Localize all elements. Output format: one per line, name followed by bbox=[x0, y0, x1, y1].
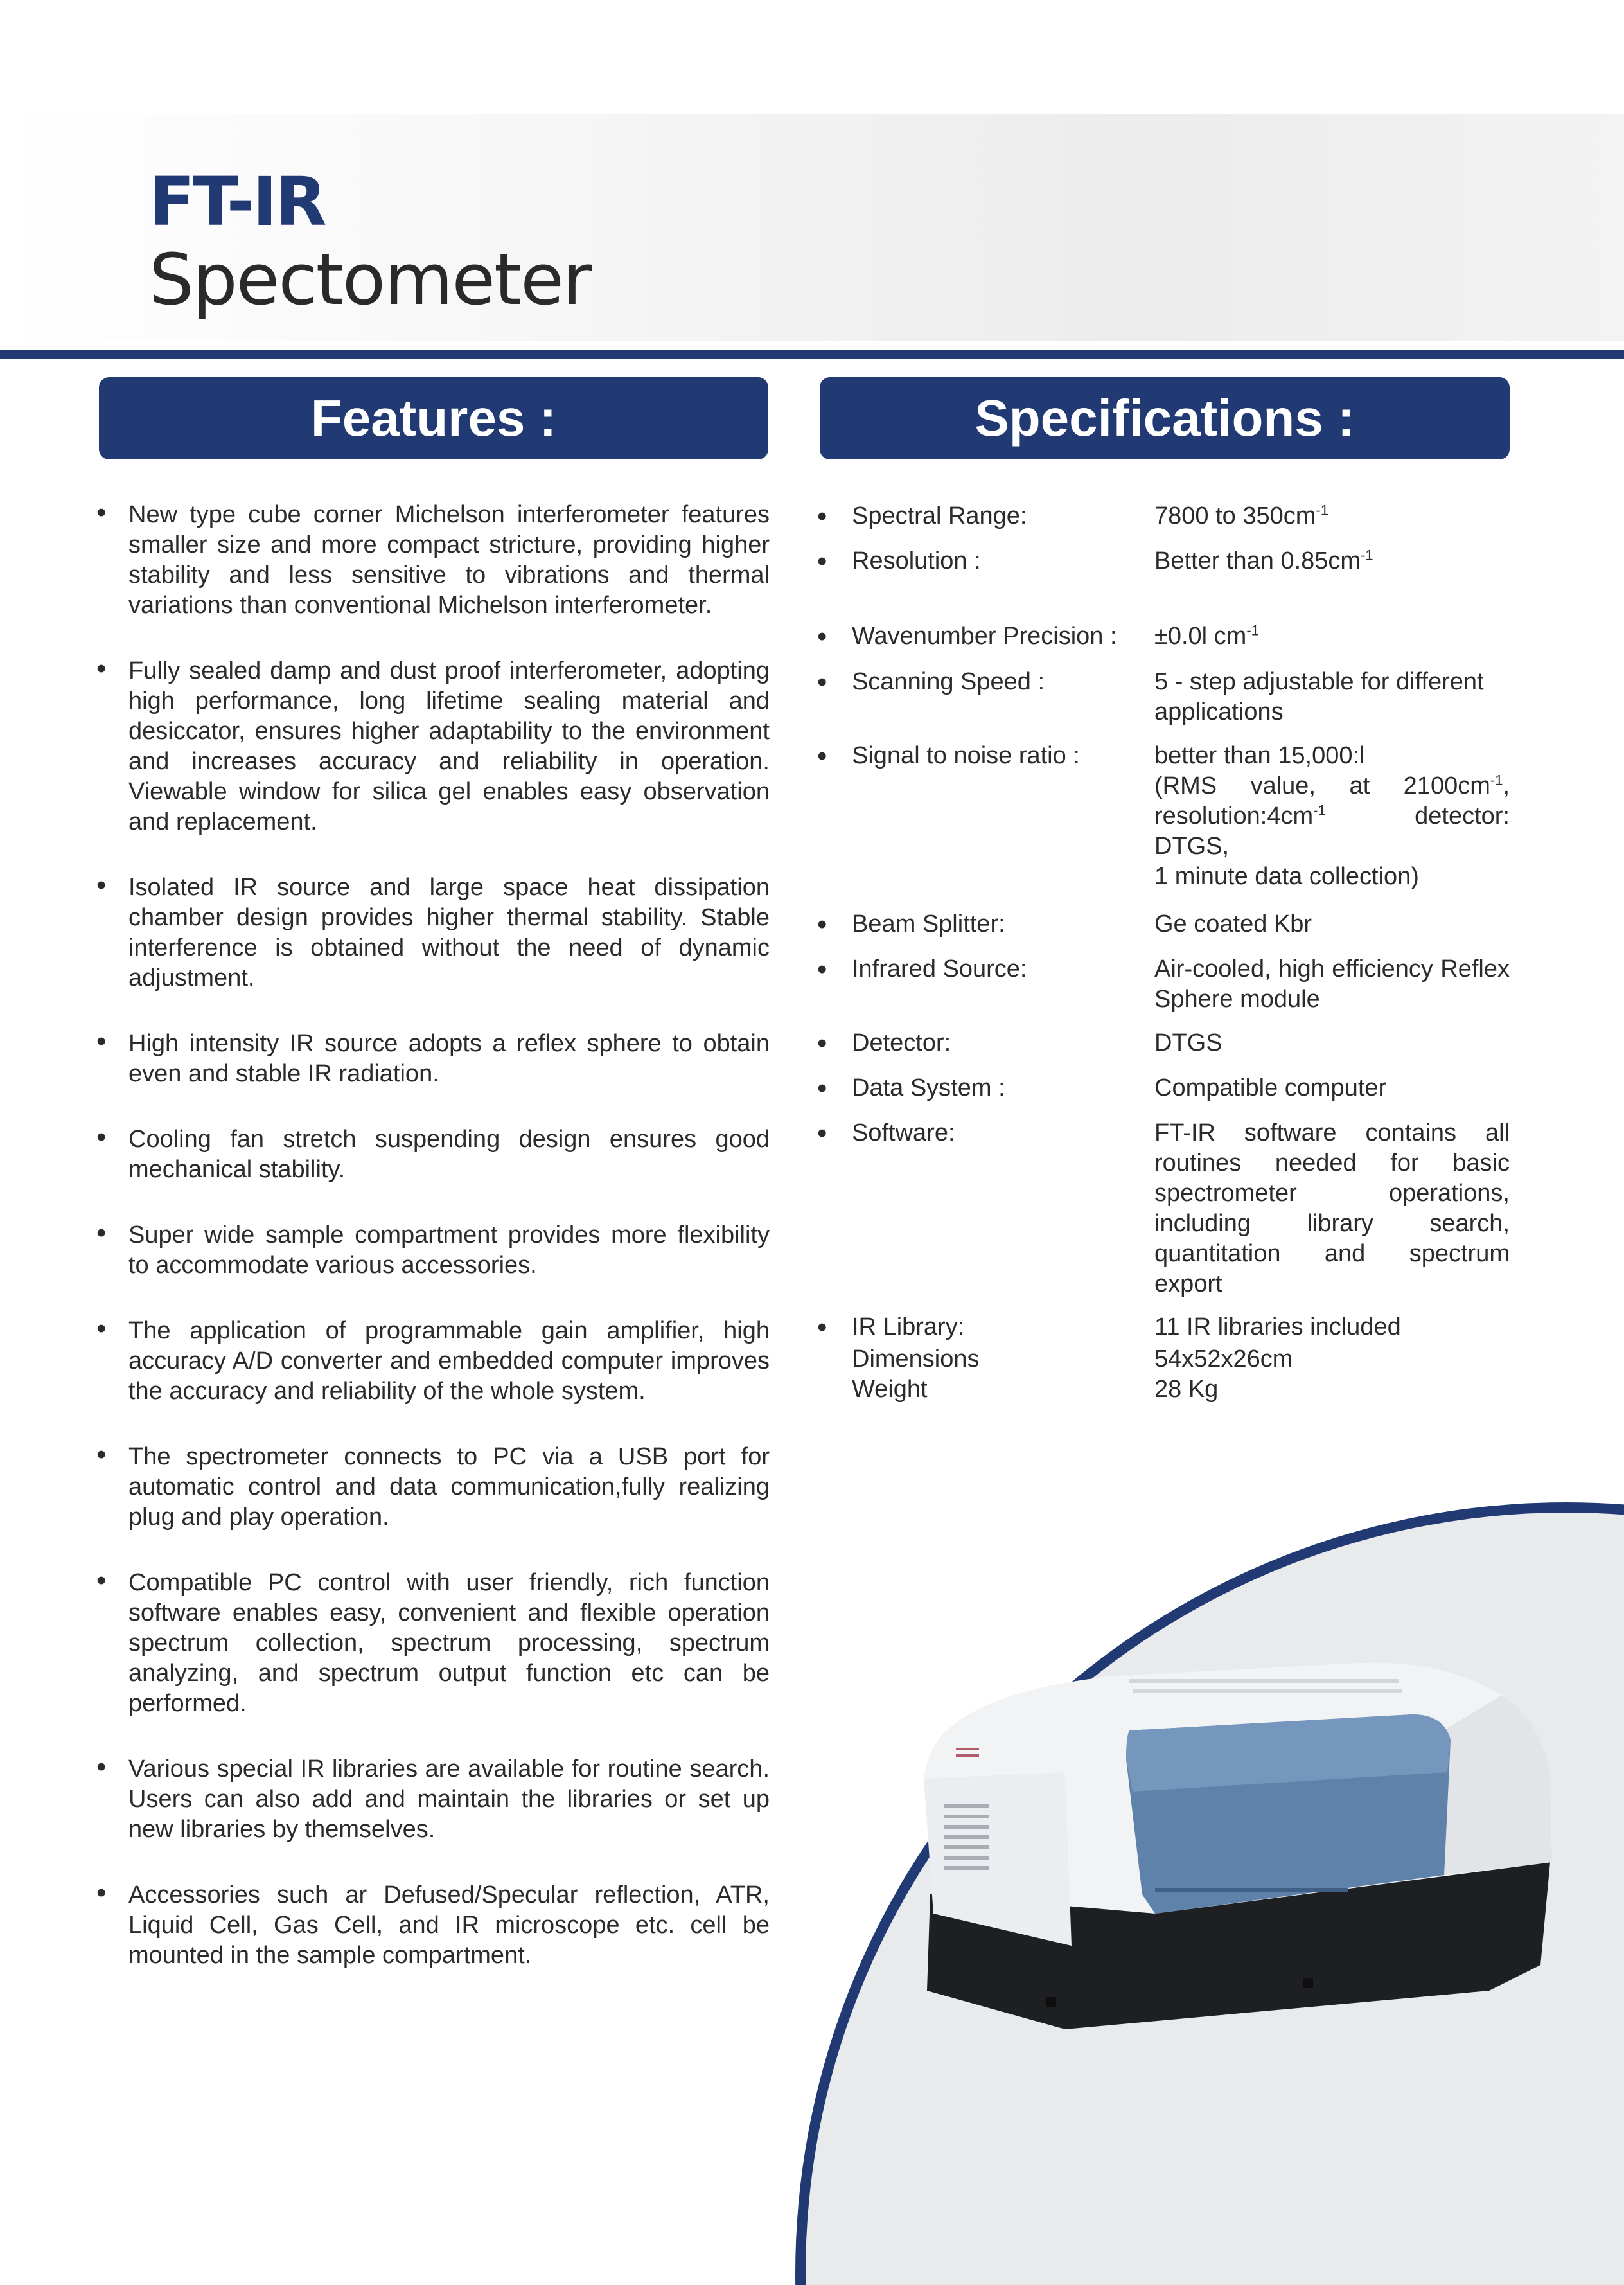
features-list bbox=[96, 500, 770, 2006]
spec-label: Data System : bbox=[852, 1074, 1005, 1101]
spec-label: Detector: bbox=[852, 1029, 951, 1056]
spec-label: Resolution : bbox=[852, 547, 981, 574]
spec-label: Beam Splitter: bbox=[852, 911, 1005, 938]
spec-label: Spectral Range: bbox=[852, 502, 1027, 529]
header-divider bbox=[0, 350, 1624, 359]
spec-label: Infrared Source: bbox=[852, 956, 1027, 982]
spec-value: 28 Kg bbox=[1154, 1376, 1219, 1403]
spec-value: FT-IR software contains all routines needed for basic spectrometer operations, including library search, quantitation and spectrum export bbox=[1154, 1119, 1510, 1297]
spec-label: Dimensions bbox=[852, 1346, 980, 1373]
feature-item: • Fully sealed damp and dust proof interferometer, adopting high performance, long lifetime sealing material and desiccator, ensures higher adaptability to the environment and increases accuracy and reliability in operation. Viewable window for silica gel enables easy observation and replacement. bbox=[96, 656, 770, 837]
product-photo-area bbox=[795, 1502, 1624, 2285]
bullet-icon: • bbox=[817, 1027, 827, 1059]
bullet-icon: • bbox=[817, 1311, 827, 1343]
spec-label: Weight bbox=[852, 1376, 928, 1403]
bullet-icon: • bbox=[817, 1117, 827, 1149]
specifications-heading: Specifications : bbox=[820, 377, 1510, 459]
spec-value: DTGS bbox=[1154, 1029, 1222, 1056]
spec-value: Ge coated Kbr bbox=[1154, 911, 1312, 938]
bullet-icon: • bbox=[817, 666, 827, 698]
bullet-icon: • bbox=[817, 546, 827, 577]
feature-item: • Various special IR libraries are available for routine search. Users can also add and maintain the libraries or set up new libraries by themselves. bbox=[96, 1754, 770, 1845]
bullet-icon: • bbox=[817, 909, 827, 940]
spectrometer-instrument-image bbox=[795, 1502, 1624, 2285]
bullet-icon: • bbox=[817, 954, 827, 985]
spec-value: better than 15,000:l (RMS value, at $2100cm^{-1}$, $resolution:4cm^{-1}$ detector: DTGS, 1 minute data collection) bbox=[1154, 742, 1510, 890]
feature-item: • The spectrometer connects to PC via a USB port for automatic control and data communication,fully realizing plug and play operation. bbox=[96, 1442, 770, 1533]
bullet-icon: • bbox=[817, 501, 827, 532]
feature-item: • Cooling fan stretch suspending design ensures good mechanical stability. bbox=[96, 1125, 770, 1185]
page-title: FT-IR bbox=[149, 163, 325, 241]
page-subtitle: Spectometer bbox=[149, 238, 591, 321]
feature-item: • Accessories such ar Defused/Specular reflection, ATR, Liquid Cell, Gas Cell, and IR microscope etc. cell be mounted in the sample compartment. bbox=[96, 1880, 770, 1971]
bullet-icon: • bbox=[817, 621, 827, 652]
spec-value: Better than $0.85cm^{-1}$ bbox=[1154, 547, 1373, 574]
spec-label: IR Library: bbox=[852, 1313, 965, 1340]
spec-label: Signal to noise ratio : bbox=[852, 742, 1080, 769]
spec-value: Air-cooled, high efficiency Reflex Sphere module bbox=[1154, 956, 1510, 1013]
feature-item: • New type cube corner Michelson interferometer features smaller size and more compact stricture, providing higher stability and less sensitive to vibrations and thermal variations than conventional Michelson interferometer. bbox=[96, 500, 770, 621]
spec-label: Software: bbox=[852, 1119, 955, 1146]
spec-value: 7800 to $350cm^{-1}$ bbox=[1154, 502, 1328, 529]
feature-item: • The application of programmable gain amplifier, high accuracy A/D converter and embedded computer improves the accuracy and reliability of the whole system. bbox=[96, 1316, 770, 1407]
features-heading: Features : bbox=[99, 377, 768, 459]
bullet-icon: • bbox=[817, 740, 827, 772]
spec-value: 11 IR libraries included bbox=[1154, 1313, 1401, 1340]
feature-item: • Super wide sample compartment provides more flexibility to accommodate various accessories. bbox=[96, 1220, 770, 1281]
spec-label: Wavenumber Precision : bbox=[852, 623, 1117, 650]
spec-value: 54x52x26cm bbox=[1154, 1346, 1293, 1373]
feature-item: • Isolated IR source and large space heat dissipation chamber design provides higher thermal stability. Stable interference is obtained without the need of dynamic adjustment. bbox=[96, 873, 770, 993]
spec-value: ±0.0l $cm^{-1}$ bbox=[1154, 622, 1259, 650]
feature-item: • High intensity IR source adopts a reflex sphere to obtain even and stable IR radiation. bbox=[96, 1029, 770, 1089]
spec-label: Scanning Speed : bbox=[852, 668, 1045, 695]
bullet-icon: • bbox=[817, 1072, 827, 1104]
spec-value: 5 - step adjustable for different applications bbox=[1154, 668, 1484, 725]
spec-value: Compatible computer bbox=[1154, 1074, 1387, 1101]
feature-item: • Compatible PC control with user friendly, rich function software enables easy, convenient and flexible operation spectrum collection, spectrum processing, spectrum analyzing, and spectrum output function etc can be performed. bbox=[96, 1568, 770, 1719]
